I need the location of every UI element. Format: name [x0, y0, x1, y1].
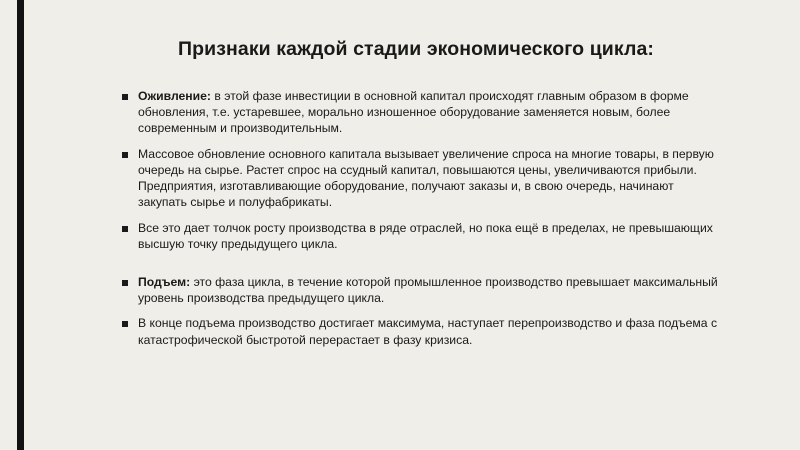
list-item-body: Массовое обновление основного капитала вызывает увеличение спроса на многие товары, в первую очередь на сырье. Растет спрос на ссудный капитал, повышаются цены, увеличиваются прибыли. Предприятия, изготавливающие оборудование, получают заказы и, в свою очередь, начинают закупать сырье и полуфабрикаты.	[138, 146, 714, 210]
list-item	[122, 274, 722, 306]
list-item-body: В конце подъема производство достигает максимума, наступает перепроизводство и фаза подъема с катастрофической быстротой перерастает в фазу кризиса.	[138, 316, 718, 347]
list-item	[122, 315, 722, 347]
slide-content	[24, 0, 800, 450]
list-item	[122, 220, 722, 252]
bullet-list	[122, 88, 722, 357]
list-item-text	[138, 220, 722, 252]
list-item	[122, 88, 722, 137]
list-item-text	[138, 274, 722, 306]
square-bullet-icon	[122, 220, 138, 232]
list-item-body: это фаза цикла, в течение которой промышленное производство превышает максимальный уровень производства предыдущего цикла.	[138, 274, 718, 306]
list-item-body: в этой фазе инвестиции в основной капитал происходят главным образом в форме обновления, т.е. устаревшее, морально изношенное оборудование заменяется новым, более современным и производительным.	[138, 89, 689, 136]
list-item-body: Все это дает толчок росту производства в ряде отраслей, но пока ещё в пределах, не превышающих высшую точку предыдущего цикла.	[138, 220, 713, 251]
left-margin	[0, 0, 17, 450]
square-bullet-icon	[122, 315, 138, 327]
list-item-lead: Оживление:	[138, 89, 211, 103]
list-item-lead: Подъем:	[138, 274, 191, 289]
list-item-text	[138, 315, 722, 347]
list-item	[122, 146, 722, 211]
square-bullet-icon	[122, 274, 138, 286]
list-item-text	[138, 88, 722, 137]
square-bullet-icon	[122, 88, 138, 100]
list-item-text	[138, 146, 722, 211]
accent-bar	[17, 0, 24, 450]
page-title: Признаки каждой стадии экономического цикла:	[177, 38, 655, 60]
square-bullet-icon	[122, 146, 138, 158]
